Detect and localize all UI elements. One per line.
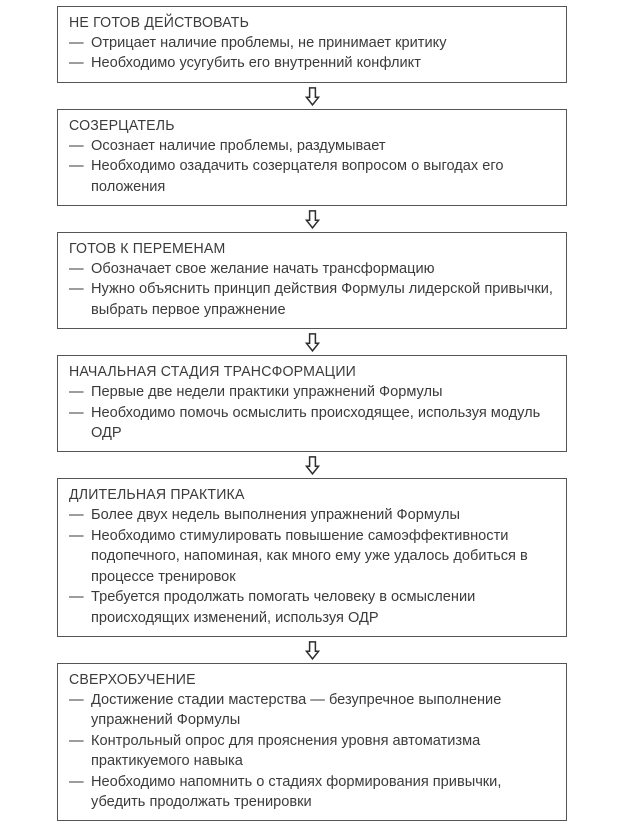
down-arrow-icon	[0, 452, 624, 478]
bullet-text: Отрицает наличие проблемы, не принимает критику	[91, 35, 447, 51]
bullet-dash-icon: —	[69, 527, 84, 544]
bullet-dash-icon: —	[69, 281, 84, 298]
bullet-dash-icon: —	[69, 589, 84, 606]
stage-6	[0, 663, 624, 821]
bullet-text: Контрольный опрос для прояснения уровня автоматизма практикуемого навыка	[91, 732, 481, 770]
stage-bullet-list	[69, 505, 556, 627]
bullet-dash-icon: —	[69, 55, 84, 72]
down-arrow-icon	[0, 329, 624, 355]
bullet-item	[69, 587, 556, 628]
bullet-item	[69, 382, 556, 402]
bullet-item	[69, 33, 556, 53]
bullet-item	[69, 731, 556, 772]
stage-box	[57, 232, 567, 329]
stage-title: НЕ ГОТОВ ДЕЙСТВОВАТЬ	[69, 14, 250, 31]
bullet-item	[69, 403, 556, 444]
bullet-text: Нужно объяснить принцип действия Формулы лидерской привычки, выбрать первое упражнение	[91, 281, 553, 318]
bullet-text: Необходимо усугубить его внутренний конфликт	[91, 55, 421, 72]
stage-bullet-list	[69, 136, 556, 197]
stage-title: ГОТОВ К ПЕРЕМЕНАМ	[69, 240, 226, 258]
bullet-dash-icon: —	[69, 137, 84, 154]
stage-title: ДЛИТЕЛЬНАЯ ПРАКТИКА	[69, 486, 245, 504]
stage-box	[57, 663, 567, 821]
stage-box	[57, 355, 567, 452]
stage-5	[0, 478, 624, 636]
bullet-dash-icon: —	[69, 404, 84, 421]
stage-box	[57, 6, 567, 83]
bullet-text: Осознает наличие проблемы, раздумывает	[91, 137, 386, 154]
stage-1	[0, 6, 624, 83]
stage-bullet-list	[69, 33, 556, 74]
bullet-item	[69, 259, 556, 279]
bullet-text: Обозначает свое желание начать трансформацию	[91, 261, 435, 278]
down-arrow-icon	[0, 83, 624, 109]
bullet-text: Более двух недель выполнения упражнений Формулы	[91, 507, 461, 524]
stage-box	[57, 109, 567, 206]
stage-bullet-list	[69, 690, 556, 812]
stage-bullet-list	[69, 382, 556, 443]
bullet-text: Необходимо стимулировать повышение самоэффективности подопечного, напоминая, как много ему уже удалось добиться в процессе тренировок	[91, 527, 528, 585]
bullet-text: Требуется продолжать помогать человеку в осмыслении происходящих изменений, используя ОДР	[91, 589, 476, 626]
stage-box	[57, 478, 567, 636]
bullet-text: Необходимо озадачить созерцателя вопросом о выгодах его положения	[91, 158, 504, 195]
stage-title: СОЗЕРЦАТЕЛЬ	[69, 116, 175, 134]
bullet-item	[69, 690, 556, 731]
bullet-text: Необходимо помочь осмыслить происходящее, используя модуль ОДР	[91, 404, 541, 442]
bullet-dash-icon: —	[69, 384, 84, 401]
bullet-dash-icon: —	[69, 158, 84, 175]
bullet-item	[69, 53, 556, 73]
bullet-dash-icon: —	[69, 691, 84, 708]
down-arrow-icon	[0, 637, 624, 663]
stage-4	[0, 355, 624, 452]
stage-2	[0, 109, 624, 206]
bullet-text: Первые две недели практики упражнений Формулы	[91, 384, 443, 401]
bullet-dash-icon: —	[69, 732, 84, 749]
bullet-dash-icon: —	[69, 773, 84, 790]
bullet-item	[69, 505, 556, 525]
down-arrow-icon	[0, 206, 624, 232]
stage-bullet-list	[69, 259, 556, 320]
stage-title: СВЕРХОБУЧЕНИЕ	[69, 670, 196, 688]
stage-3	[0, 232, 624, 329]
bullet-item	[69, 526, 556, 587]
bullet-dash-icon: —	[69, 261, 84, 278]
bullet-text: Необходимо напомнить о стадиях формирования привычки, убедить продолжать тренировки	[91, 773, 502, 810]
bullet-item	[69, 136, 556, 156]
bullet-item	[69, 279, 556, 320]
bullet-text: Достижение стадии мастерства — безупречное выполнение упражнений Формулы	[91, 691, 502, 729]
bullet-dash-icon: —	[69, 35, 84, 51]
bullet-item	[69, 772, 556, 813]
bullet-item	[69, 156, 556, 197]
bullet-dash-icon: —	[69, 507, 84, 524]
stage-title: НАЧАЛЬНАЯ СТАДИЯ ТРАНСФОРМАЦИИ	[69, 363, 357, 381]
